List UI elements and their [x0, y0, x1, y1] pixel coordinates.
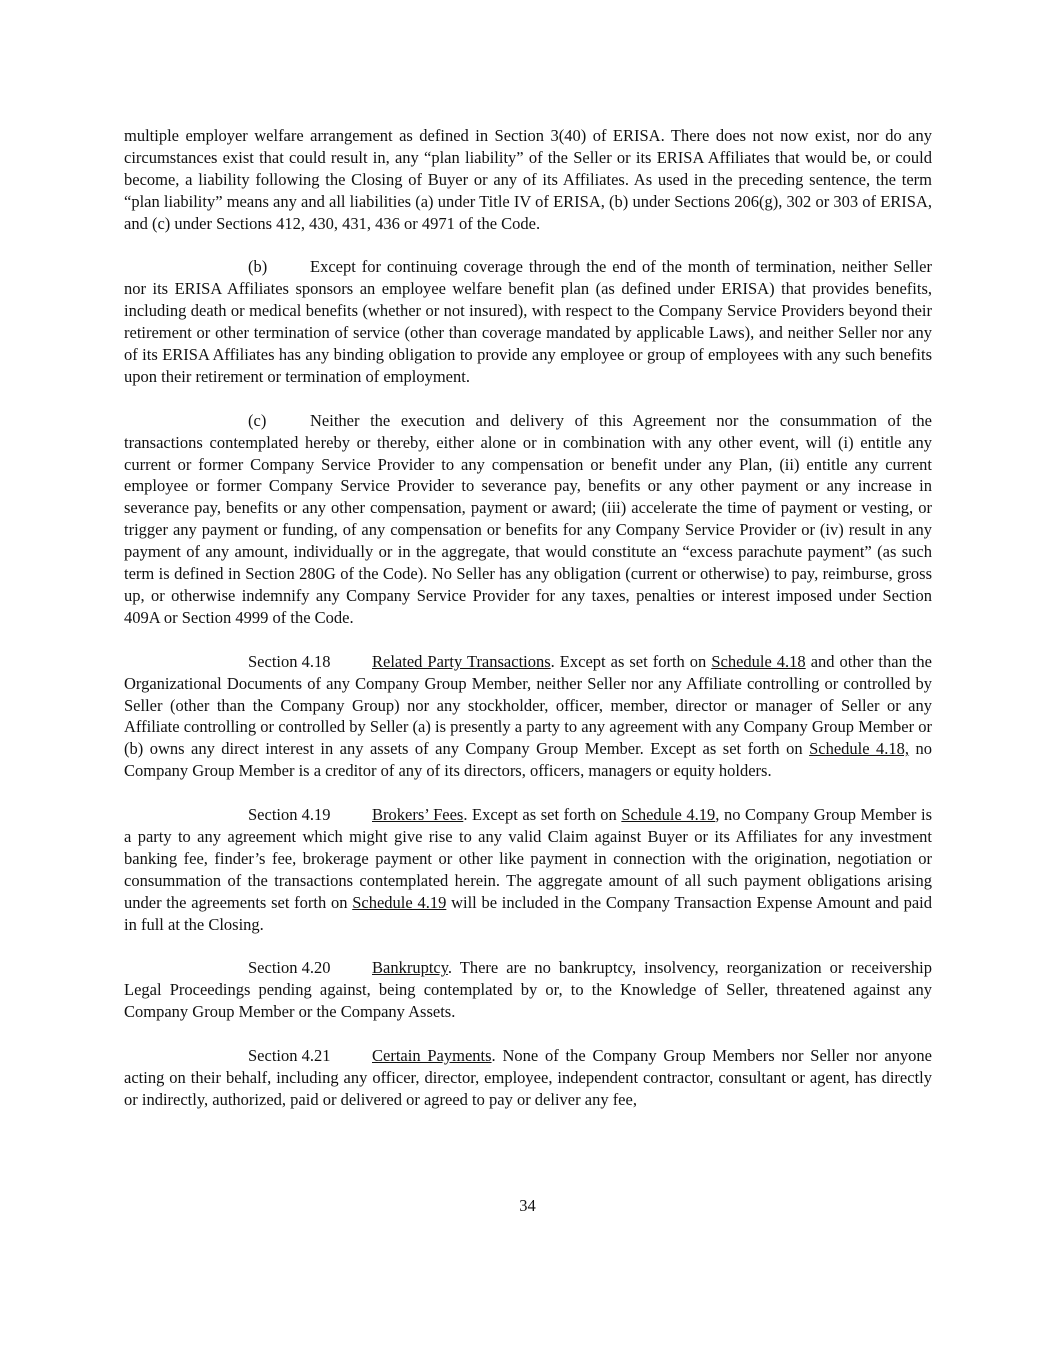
paragraph-c [124, 410, 932, 629]
section-4-19 [124, 804, 932, 935]
schedule-4-19-reference-2: Schedule 4.19 [352, 892, 447, 912]
paragraph-b-label: (b) [248, 257, 268, 277]
section-4-21 [124, 1045, 932, 1111]
paragraph-b-text: Except for continuing coverage through the end of the month of termination, neither Seller nor its ERISA Affiliates sponsors an employee welfare benefit plan (as defined under ERISA) that provides benefits, including death or medical benefits (whether or not insured), with respect to the Company Service Providers beyond their retirement or other termination of service (other than coverage mandated by applicable Laws), and neither Seller nor any of its ERISA Affiliates has any binding obligation to provide any employee or group of employees with any such benefits upon their retirement or termination of employment. [124, 257, 932, 386]
section-4-20-title: Bankruptcy [372, 958, 448, 978]
section-4-21-number: Section 4.21 [248, 1045, 331, 1065]
document-page [124, 125, 932, 1133]
section-4-19-text-2: , no Company Group Member is a party to any agreement which might give rise to any valid Claim against Buyer or its Affiliates for any investment banking fee, finder’s fee, brokerage payment or other like payment in connection with the origination, negotiation or consummation of the transactions contemplated herein. The aggregate amount of all such payment obligations arising under the agreements set forth on [124, 805, 932, 912]
section-4-19-title: Brokers’ Fees [372, 805, 464, 825]
schedule-4-18-reference-2: Schedule 4.18, [809, 739, 910, 759]
paragraph-c-text: Neither the execution and delivery of this Agreement nor the consummation of the transactions contemplated hereby or thereby, either alone or in combination with any other event, will (i) entitle any current or former Company Service Provider to any compensation or benefit under any Plan, (ii) entitle any current employee or former Company Service Provider to severance pay, benefits or any other payment or any increase in severance pay, benefits or any other compensation, payment or award; (iii) accelerate the time of payment or vesting, or trigger any payment or funding, of any compensation or benefits for any Company Service Provider or (iv) result in any payment of any amount, individually or in the aggregate, that would constitute an “excess parachute payment” (as such term is defined in Section 280G of the Code). No Seller has any obligation (current or otherwise) to pay, reimburse, gross up, or otherwise indemnify any Company Service Provider for any taxes, penalties or interest imposed under Section 409A or Section 4999 of the Code. [124, 410, 932, 627]
section-4-19-text-1: . Except as set forth on [463, 805, 622, 825]
section-4-20-number: Section 4.20 [248, 958, 331, 978]
section-4-18-title: Related Party Transactions [372, 651, 551, 671]
page-number: 34 [519, 1196, 536, 1215]
schedule-4-19-reference: Schedule 4.19 [621, 805, 716, 825]
paragraph-c-label: (c) [248, 410, 267, 430]
section-4-18-number: Section 4.18 [248, 651, 331, 671]
section-4-19-number: Section 4.19 [248, 805, 331, 825]
paragraph-b [124, 256, 932, 387]
section-4-19-text-3: will be included in the Company Transaction Expense Amount and paid in full at the Closing. [124, 892, 933, 934]
section-4-21-text: . None of the Company Group Members nor Seller nor anyone acting on their behalf, including any officer, director, employee, independent contractor, consultant or agent, has directly or indirectly, authorized, paid or delivered or agreed to pay or deliver any fee, [124, 1045, 933, 1109]
section-4-20-text: . There are no bankruptcy, insolvency, reorganization or receivership Legal Proceedings pending against, being contemplated by or, to the Knowledge of Seller, threatened against any Company Group Member or the Company Assets. [124, 958, 932, 1022]
section-4-21-title: Certain Payments [372, 1045, 492, 1065]
section-4-18 [124, 651, 932, 782]
continued-paragraph: multiple employer welfare arrangement as defined in Section 3(40) of ERISA. There does not now exist, nor do any circumstances exist that could result in, any “plan liability” of the Seller or its ERISA Affiliates that would be, or could become, a liability following the Closing of Buyer or any of its Affiliates. As used in the preceding sentence, the term “plan liability” means any and all liabilities (a) under Title IV of ERISA, (b) under Sections 206(g), 302 or 303 of ERISA, and (c) under Sections 412, 430, 431, 436 or 4971 of the Code. [124, 126, 932, 233]
section-4-18-text-1: . Except as set forth on [550, 651, 712, 671]
section-4-18-text-3: no Company Group Member is a creditor of any of its directors, officers, managers or equity holders. [124, 739, 932, 781]
section-4-18-text-2: and other than the Organizational Documents of any Company Group Member, neither Seller nor any Affiliate controlling or controlled by Seller (other than the Company Group) nor any stockholder, officer, member, director or manager of Seller or any Affiliate controlling or controlled by Seller (a) is presently a party to any agreement with any Company Group Member or (b) owns any direct interest in any assets of any Company Group Member. Except as set forth on [124, 651, 933, 759]
schedule-4-18-reference: Schedule 4.18 [711, 651, 806, 671]
section-4-20 [124, 957, 932, 1023]
